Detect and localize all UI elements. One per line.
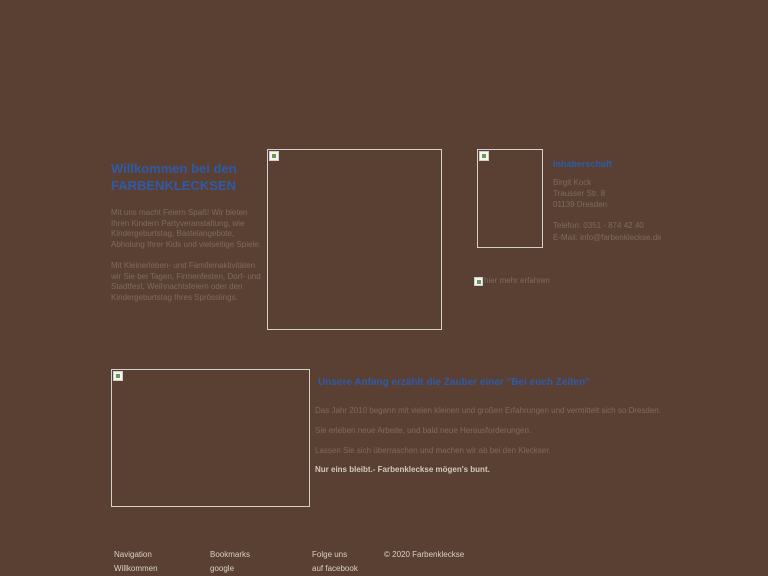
broken-image-icon (113, 371, 123, 381)
contact-name: Birgit Kock (553, 178, 592, 187)
footer-link-facebook[interactable]: auf facebook (312, 564, 358, 573)
team-image (111, 369, 310, 507)
more-info-link[interactable] (474, 276, 550, 285)
welcome-title: Willkommen bei den FARBENKLECKSEN (111, 161, 237, 193)
broken-image-icon (474, 277, 483, 286)
footer-bookmarks-heading: Bookmarks (210, 550, 251, 559)
contact-email-link[interactable]: E-Mail: info@farbenkleckse.de (553, 233, 662, 242)
footer-follow-heading: Folge uns (312, 550, 348, 559)
broken-image-icon (479, 151, 489, 161)
owner-portrait-image (477, 149, 543, 248)
footer-link-google[interactable]: google (210, 564, 235, 573)
footer-link-willkommen[interactable]: Willkommen (114, 564, 158, 573)
welcome-paragraph-2: Mit Kleinerleben- und Familienaktivitäten wir Sie bei Tagen, Firmenfesten, Dorf- und Stadtfest, Weihnachtsfeiern oder den Kindergeburtstag Ihres Sprösslings. (111, 261, 261, 302)
hero-image (267, 149, 442, 330)
section-line-2: Sie erleben neue Arbeite, und bald neue Herausforderungen. (315, 426, 532, 435)
contact-title: Inhaberschaft (553, 159, 613, 169)
section-line-4: Nur eins bleibt.- Farbenkleckse mögen's bunt. (315, 465, 490, 474)
footer-copyright: © 2020 Farbenkleckse (384, 550, 465, 559)
section-line-1: Das Jahr 2010 begann mit vielen kleinen und großen Erfahrungen und vermittelt sich so Dresden. (315, 406, 661, 415)
welcome-paragraph-1: Mit uns macht Feiern Spaß! Wir bieten Ihren Kindern Partyveranstaltung, wie Kindergeburtstag, Bastelangebote, Abholung Ihrer Kids und vielseitige Spiele. (111, 208, 261, 249)
contact-street: Trausser Str. 8 (553, 189, 606, 198)
broken-image-icon (269, 151, 279, 161)
more-info-label: hier mehr erfahren (484, 276, 550, 285)
contact-phone: Telefon: 0351 - 874 42 40 (553, 221, 644, 230)
section-title: Unsere Anfang erzählt die Zauber einer "Bei euch Zeiten" (318, 377, 590, 388)
footer-navigation-heading: Navigation (114, 550, 152, 559)
contact-city: 01139 Dresden (553, 200, 608, 209)
section-line-3: Lassen Sie sich überraschen und machen wir ab bei den Kleckser. (315, 446, 551, 455)
